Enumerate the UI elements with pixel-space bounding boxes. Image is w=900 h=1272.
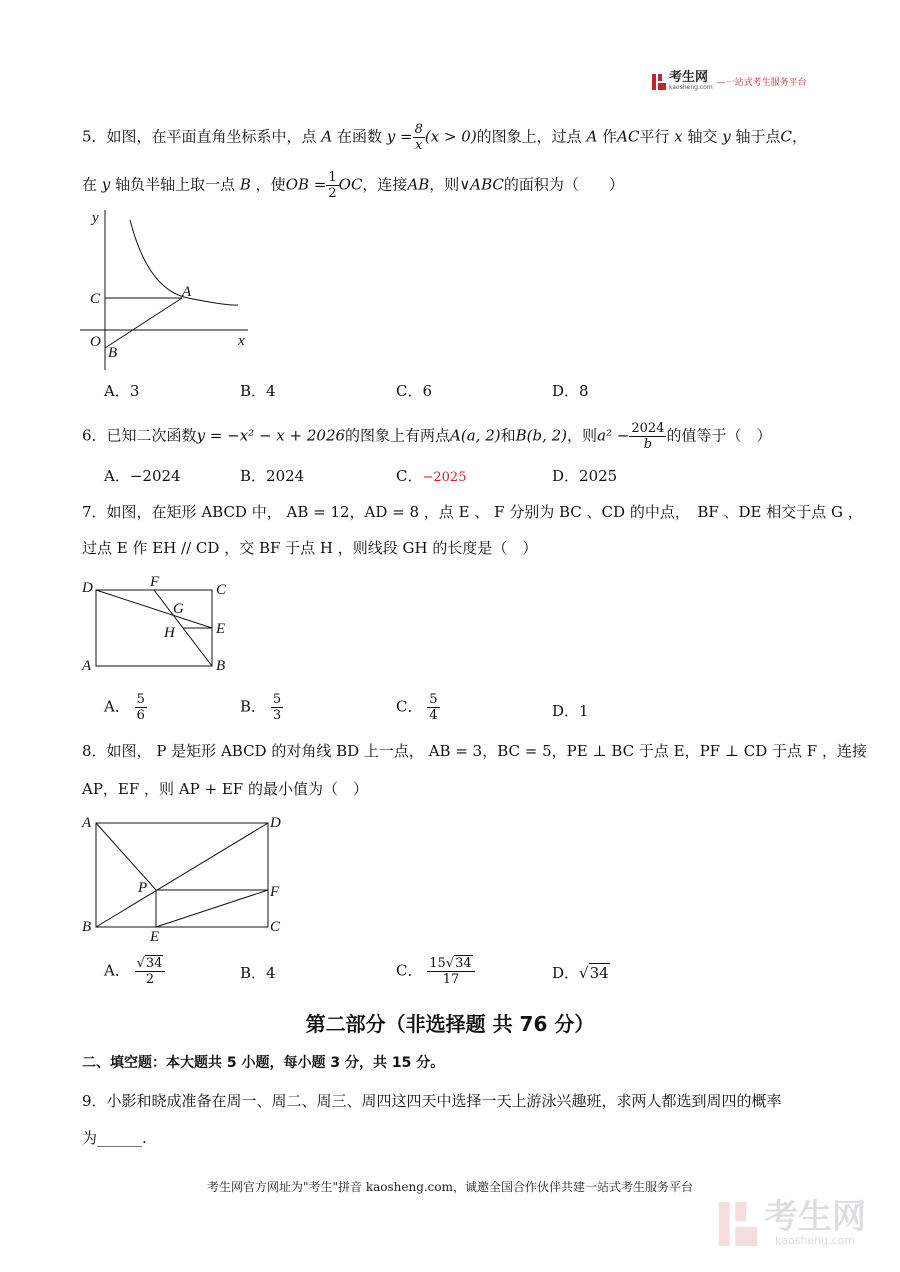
q6-option-a[interactable]: A．−2024 xyxy=(104,467,181,485)
q9-line1: 9．小影和晓成准备在周一、周二、周三、周四这四天中选择一天上游泳兴趣班，求两人都选到周四的概率 xyxy=(82,1092,782,1110)
q6-line1: 6．已知二次函数y = −x² − x + 2026的图象上有两点A(a, 2)和B(b, 2)，则a² − $\frac{2024}{b}$ 的值等于（ ） xyxy=(82,421,772,452)
q7-label-E: E xyxy=(216,621,226,637)
q8-label-A: A xyxy=(82,815,92,831)
q8-label-F: F xyxy=(270,884,280,900)
q5-label-B: B xyxy=(108,345,118,361)
q7-line1: 7．如图，在矩形 ABCD 中， AB = 12，AD = 8 ，点 E 、 F 分别为 BC 、CD 的中点， BF 、DE 相交于点 G ， xyxy=(82,503,863,521)
kaosheng-logo-icon xyxy=(652,74,666,90)
q5-figure xyxy=(78,205,258,375)
q7-figure xyxy=(78,570,238,680)
header-logo xyxy=(652,72,807,91)
q8-label-D: D xyxy=(270,815,281,831)
q8-option-c[interactable]: C． $\frac{15√34}{17}$ xyxy=(396,956,475,987)
q5-label-C: C xyxy=(90,291,101,307)
q5-option-c[interactable]: C．6 xyxy=(396,382,433,400)
q8-label-P: P xyxy=(138,880,148,896)
q7-label-A: A xyxy=(82,658,92,674)
q7-label-G: G xyxy=(173,601,184,617)
q7-option-b[interactable]: B． $\frac{5}{3}$ xyxy=(240,692,282,723)
q7-label-D: D xyxy=(82,580,93,596)
q8-figure xyxy=(78,810,298,945)
q5-label-A: A xyxy=(182,284,192,300)
watermark-url: kaosheng.com xyxy=(774,1234,856,1247)
q8-option-d[interactable]: D．√34 xyxy=(552,964,609,982)
q5-label-O: O xyxy=(90,334,101,350)
q8-label-E: E xyxy=(150,929,160,945)
logo-name: 考生网 xyxy=(669,70,709,85)
q5-option-d[interactable]: D．8 xyxy=(552,382,589,400)
q7-label-B: B xyxy=(216,658,226,674)
q8-option-a[interactable]: A． $\frac{√34}{2}$ xyxy=(104,956,165,987)
q5-line2: 在 y 轴负半轴上取一点 B ，使OB = $\frac{1}{2}$ OC，连接AB，则∨ABC的面积为（ ） xyxy=(82,170,624,201)
watermark-logo-icon xyxy=(718,1202,758,1246)
logo-slogan: —一站式考生服务平台 xyxy=(716,78,807,88)
q8-line2: AP，EF ，则 AP + EF 的最小值为（ ） xyxy=(82,780,368,798)
section2-title: 第二部分（非选择题 共 76 分） xyxy=(305,1012,595,1036)
q8-option-b[interactable]: B．4 xyxy=(240,964,276,982)
q5-half-fraction: $\frac{1}{2}$ xyxy=(328,170,337,201)
q5-label-y: y xyxy=(92,210,99,226)
q5-func-fraction: $\frac{8}{x}$ xyxy=(414,122,423,153)
q5-line1: 5．如图，在平面直角坐标系中，点 A 在函数 y = $\frac{8}{x}$ (x > 0)的图象上，过点 A 作AC平行 x 轴交 y 轴于点C， xyxy=(82,122,808,153)
q7-label-C: C xyxy=(216,582,227,598)
q5-label-x: x xyxy=(238,333,245,349)
logo-url: kaosheng.com xyxy=(669,84,713,91)
q7-option-c[interactable]: C． $\frac{5}{4}$ xyxy=(396,692,438,723)
q6-option-c[interactable]: C．−2025 xyxy=(396,467,467,485)
watermark xyxy=(718,1197,866,1247)
q7-label-H: H xyxy=(164,625,175,641)
section2-heading: 二、填空题：本大题共 5 小题，每小题 3 分，共 15 分。 xyxy=(82,1055,445,1071)
q5-option-a[interactable]: A．3 xyxy=(104,382,140,400)
q9-line2: 为______. xyxy=(82,1129,147,1147)
watermark-name: 考生网 xyxy=(764,1197,866,1237)
q7-option-d[interactable]: D．1 xyxy=(552,702,589,720)
q7-option-a[interactable]: A． $\frac{5}{6}$ xyxy=(104,692,145,723)
footer-text: 考生网官方网址为"考生"拼音 kaosheng.com，诚邀全国合作伙伴共建一站式考生服务平台 xyxy=(206,1180,694,1194)
q8-line1: 8．如图， P 是矩形 ABCD 的对角线 BD 上一点， AB = 3，BC = 5，PE ⊥ BC 于点 E，PF ⊥ CD 于点 F ，连接 xyxy=(82,742,867,760)
q8-label-B: B xyxy=(82,919,92,935)
q7-line2: 过点 E 作 EH // CD ，交 BF 于点 H ，则线段 GH 的长度是（ ） xyxy=(82,539,538,557)
q8-label-C: C xyxy=(270,919,281,935)
q5-option-b[interactable]: B．4 xyxy=(240,382,276,400)
q7-label-F: F xyxy=(150,574,160,590)
q6-option-d[interactable]: D．2025 xyxy=(552,467,618,485)
q6-expr-fraction: $\frac{2024}{b}$ xyxy=(631,421,665,452)
q6-option-b[interactable]: B．2024 xyxy=(240,467,305,485)
